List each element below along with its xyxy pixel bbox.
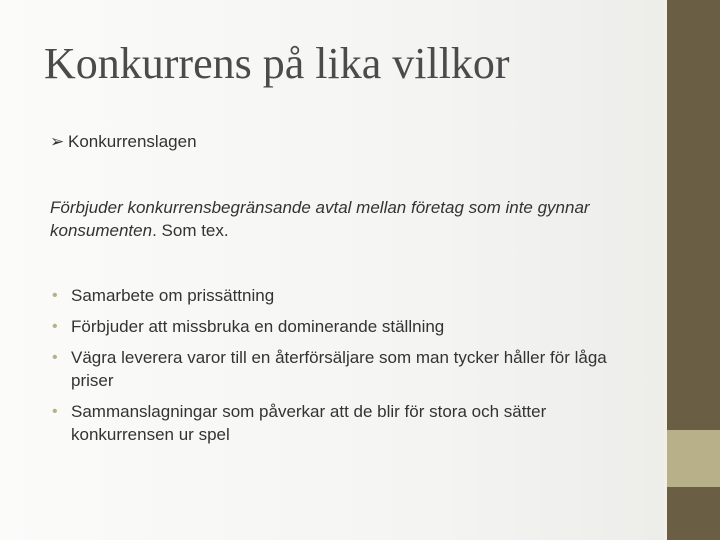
paragraph-rest: . Som tex. (152, 221, 229, 240)
list-item (50, 315, 640, 338)
list-item (50, 400, 640, 446)
lead-item-label: Konkurrenslagen (68, 132, 197, 151)
list-item-text: Samarbete om prissättning (71, 286, 275, 305)
side-accent (667, 430, 720, 487)
dot-icon: • (52, 403, 58, 420)
list-item (50, 284, 640, 307)
list-item-text: Förbjuder att missbruka en dominerande ställning (71, 317, 445, 336)
list-item-text: Sammanslagningar som påverkar att de blir för stora och sätter konkurrensen ur spel (71, 402, 547, 444)
lead-item (50, 132, 650, 152)
dot-icon: • (52, 349, 58, 366)
bullet-list (50, 284, 640, 454)
list-item (50, 346, 640, 392)
arrow-right-icon: ➢ (50, 132, 65, 151)
dot-icon: • (52, 287, 58, 304)
dot-icon: • (52, 318, 58, 335)
paragraph (50, 196, 640, 242)
slide-title: Konkurrens på lika villkor (44, 39, 510, 88)
paragraph-italic: Förbjuder konkurrensbegränsande avtal mellan företag som inte gynnar konsumenten (50, 198, 590, 240)
list-item-text: Vägra leverera varor till en återförsäljare som man tycker håller för låga priser (71, 348, 607, 390)
